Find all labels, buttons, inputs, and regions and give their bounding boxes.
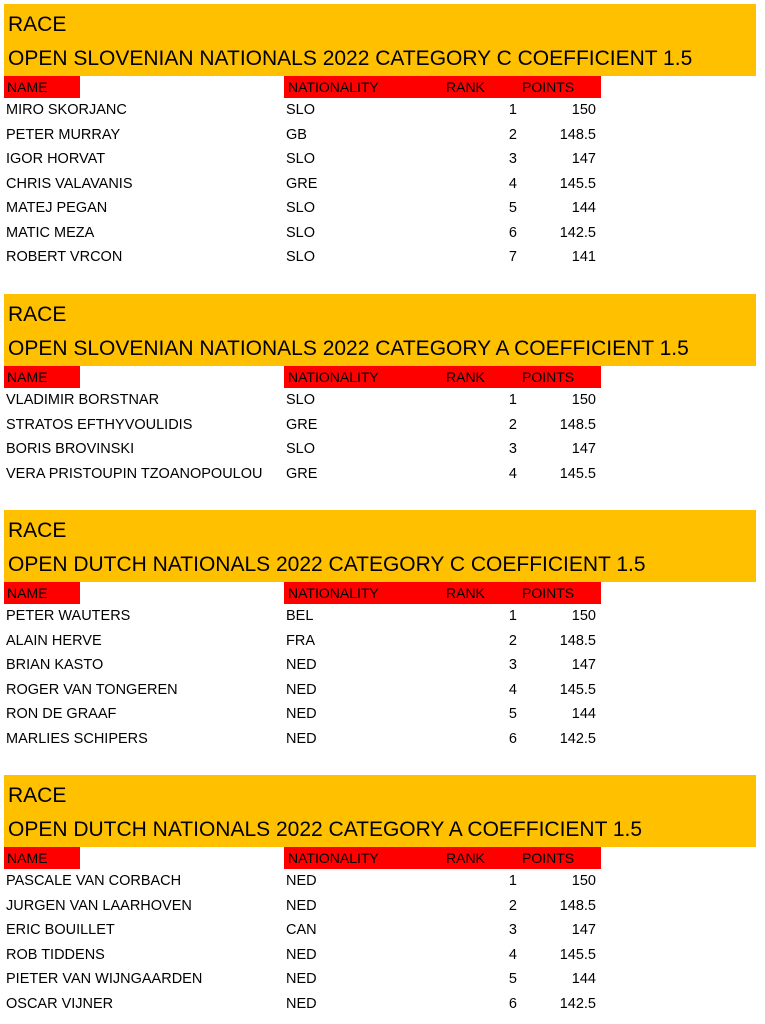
cell-name: MATEJ PEGAN: [6, 200, 108, 216]
cell-name: CHRIS VALAVANIS: [6, 175, 133, 192]
cell-points: 148.5: [559, 126, 596, 143]
cell-rank: 6: [508, 730, 517, 747]
cell-points: 148.5: [559, 897, 596, 914]
cell-points: 150: [571, 873, 596, 889]
cell-nationality: SLO: [286, 224, 316, 241]
cell-rank: 2: [508, 897, 517, 914]
table-header: [4, 847, 601, 869]
cell-rank: 5: [508, 706, 517, 722]
cell-rank: 6: [508, 995, 517, 1012]
header-nationality: NATIONALITY: [288, 585, 379, 601]
cell-name: ROB TIDDENS: [6, 946, 105, 963]
cell-points: 147: [571, 657, 596, 673]
cell-name: OSCAR VIJNER: [6, 995, 114, 1012]
cell-rank: 3: [508, 922, 517, 938]
cell-nationality: NED: [286, 657, 317, 673]
race-banner: [4, 4, 756, 76]
cell-nationality: SLO: [286, 200, 316, 216]
cell-name: MARLIES SCHIPERS: [6, 730, 148, 747]
race-label: RACE: [8, 303, 67, 326]
cell-name: PIETER VAN WIJNGAARDEN: [6, 971, 203, 987]
cell-nationality: NED: [286, 706, 317, 722]
cell-rank: 4: [508, 465, 517, 482]
cell-points: 144: [571, 706, 596, 722]
cell-rank: 2: [508, 126, 517, 143]
cell-name: ERIC BOUILLET: [6, 922, 115, 938]
table-row: [4, 702, 756, 727]
cell-rank: 7: [508, 249, 517, 265]
cell-nationality: GB: [286, 126, 307, 143]
cell-name: PETER MURRAY: [6, 126, 121, 143]
cell-name: BRIAN KASTO: [6, 657, 104, 673]
cell-nationality: SLO: [286, 151, 316, 167]
table-row: [4, 388, 756, 413]
race-section-4: [4, 775, 756, 1016]
header-group: [284, 76, 601, 98]
cell-rank: 3: [508, 151, 517, 167]
table-row: [4, 629, 756, 654]
cell-nationality: SLO: [286, 392, 316, 408]
table-row: [4, 604, 756, 629]
cell-nationality: GRE: [286, 416, 318, 433]
cell-points: 142.5: [559, 995, 596, 1012]
results-table: [4, 604, 756, 751]
cell-nationality: NED: [286, 946, 317, 963]
cell-points: 147: [571, 151, 596, 167]
cell-rank: 2: [508, 416, 517, 433]
cell-rank: 1: [508, 873, 517, 889]
cell-nationality: FRA: [286, 632, 315, 649]
table-row: [4, 967, 756, 992]
header-rank: RANK: [446, 369, 485, 385]
header-name: NAME: [4, 76, 80, 98]
cell-name: BORIS BROVINSKI: [6, 441, 135, 457]
table-header: [4, 76, 601, 98]
table-row: [4, 869, 756, 894]
race-title: OPEN SLOVENIAN NATIONALS 2022 CATEGORY C COEFFICIENT 1.5: [8, 47, 693, 70]
cell-points: 145.5: [559, 175, 596, 192]
race-title: OPEN DUTCH NATIONALS 2022 CATEGORY A COEFFICIENT 1.5: [8, 818, 643, 841]
cell-nationality: CAN: [286, 922, 317, 938]
table-row: [4, 245, 756, 270]
cell-rank: 3: [508, 441, 517, 457]
table-row: [4, 992, 756, 1017]
header-rank: RANK: [446, 585, 485, 601]
cell-rank: 1: [508, 392, 517, 408]
header-points: POINTS: [522, 585, 575, 601]
header-group: [284, 582, 601, 604]
cell-rank: 6: [508, 224, 517, 241]
cell-name: MIRO SKORJANC: [6, 102, 127, 118]
race-banner: [4, 775, 756, 847]
race-banner: [4, 294, 756, 366]
header-nationality: NATIONALITY: [288, 79, 379, 95]
table-row: [4, 894, 756, 919]
cell-rank: 4: [508, 175, 517, 192]
cell-points: 145.5: [559, 946, 596, 963]
cell-nationality: NED: [286, 873, 317, 889]
table-row: [4, 123, 756, 148]
race-label: RACE: [8, 519, 67, 542]
header-rank: RANK: [446, 79, 485, 95]
table-row: [4, 727, 756, 752]
cell-name: PETER WAUTERS: [6, 608, 131, 624]
cell-name: VERA PRISTOUPIN TZOANOPOULOU: [6, 465, 263, 482]
cell-nationality: NED: [286, 730, 317, 747]
header-name: NAME: [4, 847, 80, 869]
results-table: [4, 98, 756, 270]
cell-points: 147: [571, 441, 596, 457]
cell-rank: 3: [508, 657, 517, 673]
race-title: OPEN SLOVENIAN NATIONALS 2022 CATEGORY A COEFFICIENT 1.5: [8, 337, 689, 360]
cell-name: ALAIN HERVE: [6, 632, 102, 649]
race-banner: [4, 510, 756, 582]
cell-rank: 4: [508, 946, 517, 963]
race-section-2: [4, 294, 756, 486]
results-table: [4, 869, 756, 1016]
table-row: [4, 221, 756, 246]
table-row: [4, 653, 756, 678]
table-row: [4, 147, 756, 172]
cell-points: 144: [571, 971, 596, 987]
header-group: [284, 366, 601, 388]
cell-rank: 5: [508, 971, 517, 987]
table-row: [4, 462, 756, 487]
cell-name: STRATOS EFTHYVOULIDIS: [6, 416, 193, 433]
race-label: RACE: [8, 784, 67, 807]
cell-rank: 1: [508, 608, 517, 624]
cell-points: 142.5: [559, 224, 596, 241]
cell-nationality: NED: [286, 995, 317, 1012]
table-row: [4, 437, 756, 462]
cell-name: IGOR HORVAT: [6, 151, 106, 167]
cell-points: 150: [571, 392, 596, 408]
header-points: POINTS: [522, 369, 575, 385]
cell-nationality: GRE: [286, 465, 318, 482]
cell-points: 147: [571, 922, 596, 938]
cell-nationality: SLO: [286, 249, 316, 265]
race-section-3: [4, 510, 756, 751]
cell-nationality: SLO: [286, 441, 316, 457]
header-rank: RANK: [446, 850, 485, 866]
header-name: NAME: [4, 366, 80, 388]
cell-name: PASCALE VAN CORBACH: [6, 873, 182, 889]
cell-name: RON DE GRAAF: [6, 706, 117, 722]
cell-points: 150: [571, 102, 596, 118]
cell-nationality: NED: [286, 971, 317, 987]
race-title: OPEN DUTCH NATIONALS 2022 CATEGORY C COEFFICIENT 1.5: [8, 553, 646, 576]
table-row: [4, 943, 756, 968]
cell-points: 141: [571, 249, 596, 265]
table-row: [4, 172, 756, 197]
header-points: POINTS: [522, 850, 575, 866]
cell-nationality: SLO: [286, 102, 316, 118]
cell-nationality: NED: [286, 681, 317, 698]
cell-name: ROBERT VRCON: [6, 249, 123, 265]
cell-points: 150: [571, 608, 596, 624]
table-row: [4, 918, 756, 943]
cell-name: VLADIMIR BORSTNAR: [6, 392, 160, 408]
cell-nationality: NED: [286, 897, 317, 914]
cell-nationality: GRE: [286, 175, 318, 192]
table-row: [4, 413, 756, 438]
cell-rank: 1: [508, 102, 517, 118]
cell-points: 145.5: [559, 465, 596, 482]
cell-rank: 5: [508, 200, 517, 216]
cell-name: ROGER VAN TONGEREN: [6, 681, 178, 698]
cell-points: 148.5: [559, 416, 596, 433]
cell-nationality: BEL: [286, 608, 314, 624]
race-section-1: [4, 4, 756, 270]
table-row: [4, 196, 756, 221]
cell-points: 145.5: [559, 681, 596, 698]
cell-points: 144: [571, 200, 596, 216]
header-group: [284, 847, 601, 869]
results-table: [4, 388, 756, 486]
cell-points: 148.5: [559, 632, 596, 649]
table-row: [4, 678, 756, 703]
table-header: [4, 366, 601, 388]
header-nationality: NATIONALITY: [288, 850, 379, 866]
cell-name: JURGEN VAN LAARHOVEN: [6, 897, 192, 914]
cell-name: MATIC MEZA: [6, 224, 95, 241]
cell-points: 142.5: [559, 730, 596, 747]
cell-rank: 2: [508, 632, 517, 649]
table-header: [4, 582, 601, 604]
race-label: RACE: [8, 13, 67, 36]
header-name: NAME: [4, 582, 80, 604]
header-nationality: NATIONALITY: [288, 369, 379, 385]
header-points: POINTS: [522, 79, 575, 95]
table-row: [4, 98, 756, 123]
cell-rank: 4: [508, 681, 517, 698]
